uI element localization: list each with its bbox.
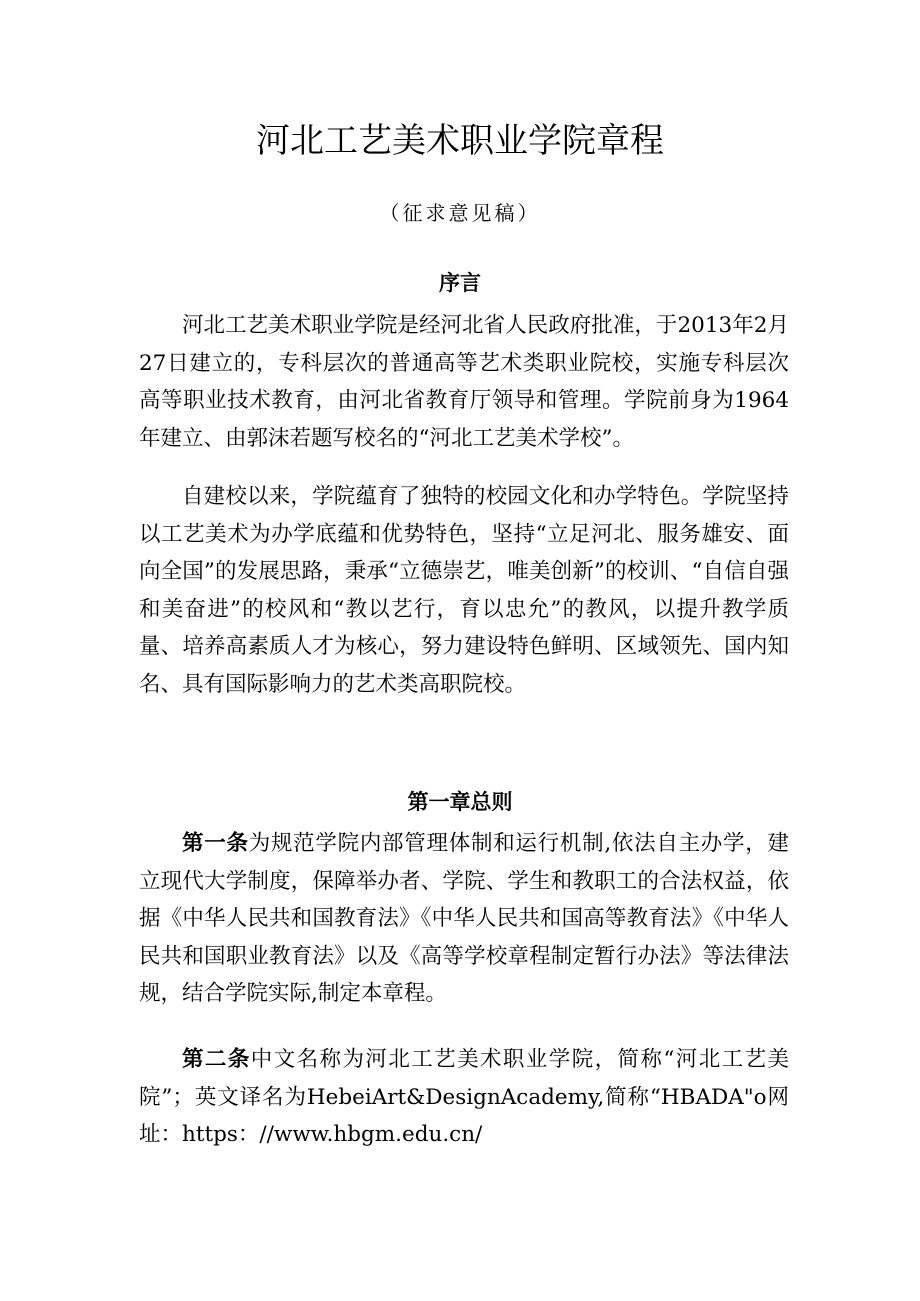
- article-2-label: 第二条: [182, 1047, 251, 1072]
- article-2: [139, 1041, 789, 1154]
- document-title: 河北工艺美术职业学院章程: [256, 121, 664, 161]
- chapter-1-heading: 第一章总则: [407, 790, 513, 814]
- article-1: [139, 825, 789, 1013]
- article-2-text: 中文名称为河北工艺美术职业学院，简称“河北工艺美院”；英文译名为HebeiArt&DesignAcademy,简称“HBADA"o网址：https：//www.hbgm.edu.cn/: [139, 1047, 789, 1147]
- preface-paragraph-2: 自建校以来，学院蕴育了独特的校园文化和办学特色。学院坚持以工艺美术为办学底蕴和优势特色，坚持“立足河北、服务雄安、面向全国”的发展思路，秉承“立德崇艺，唯美创新”的校训、“自信自强和美奋进”的校风和“教以艺行，育以忠允”的教风，以提升教学质量、培养高素质人才为核心，努力建设特色鲜明、区域领先、国内知名、具有国际影响力的艺术类高职院校。: [139, 484, 789, 697]
- document-subtitle: （征求意见稿）: [379, 201, 541, 225]
- article-1-text: 为规范学院内部管理体制和运行机制,依法自主办学，建立现代大学制度，保障举办者、学院、学生和教职工的合法权益，依据《中华人民共和国教育法》《中华人民共和国高等教育法》《中华人民共和国职业教育法》以及《高等学校章程制定暂行办法》等法律法规，结合学院实际,制定本章程。: [139, 831, 789, 1006]
- preface-paragraph-1: 河北工艺美术职业学院是经河北省人民政府批准，于2013年2月27日建立的，专科层次的普通高等艺术类职业院校，实施专科层次高等职业技术教育，由河北省教育厅领导和管理。学院前身为1964年建立、由郭沫若题写校名的“河北工艺美术学校”。: [139, 313, 789, 451]
- article-1-label: 第一条: [182, 831, 249, 856]
- preface-heading: 序言: [439, 271, 481, 295]
